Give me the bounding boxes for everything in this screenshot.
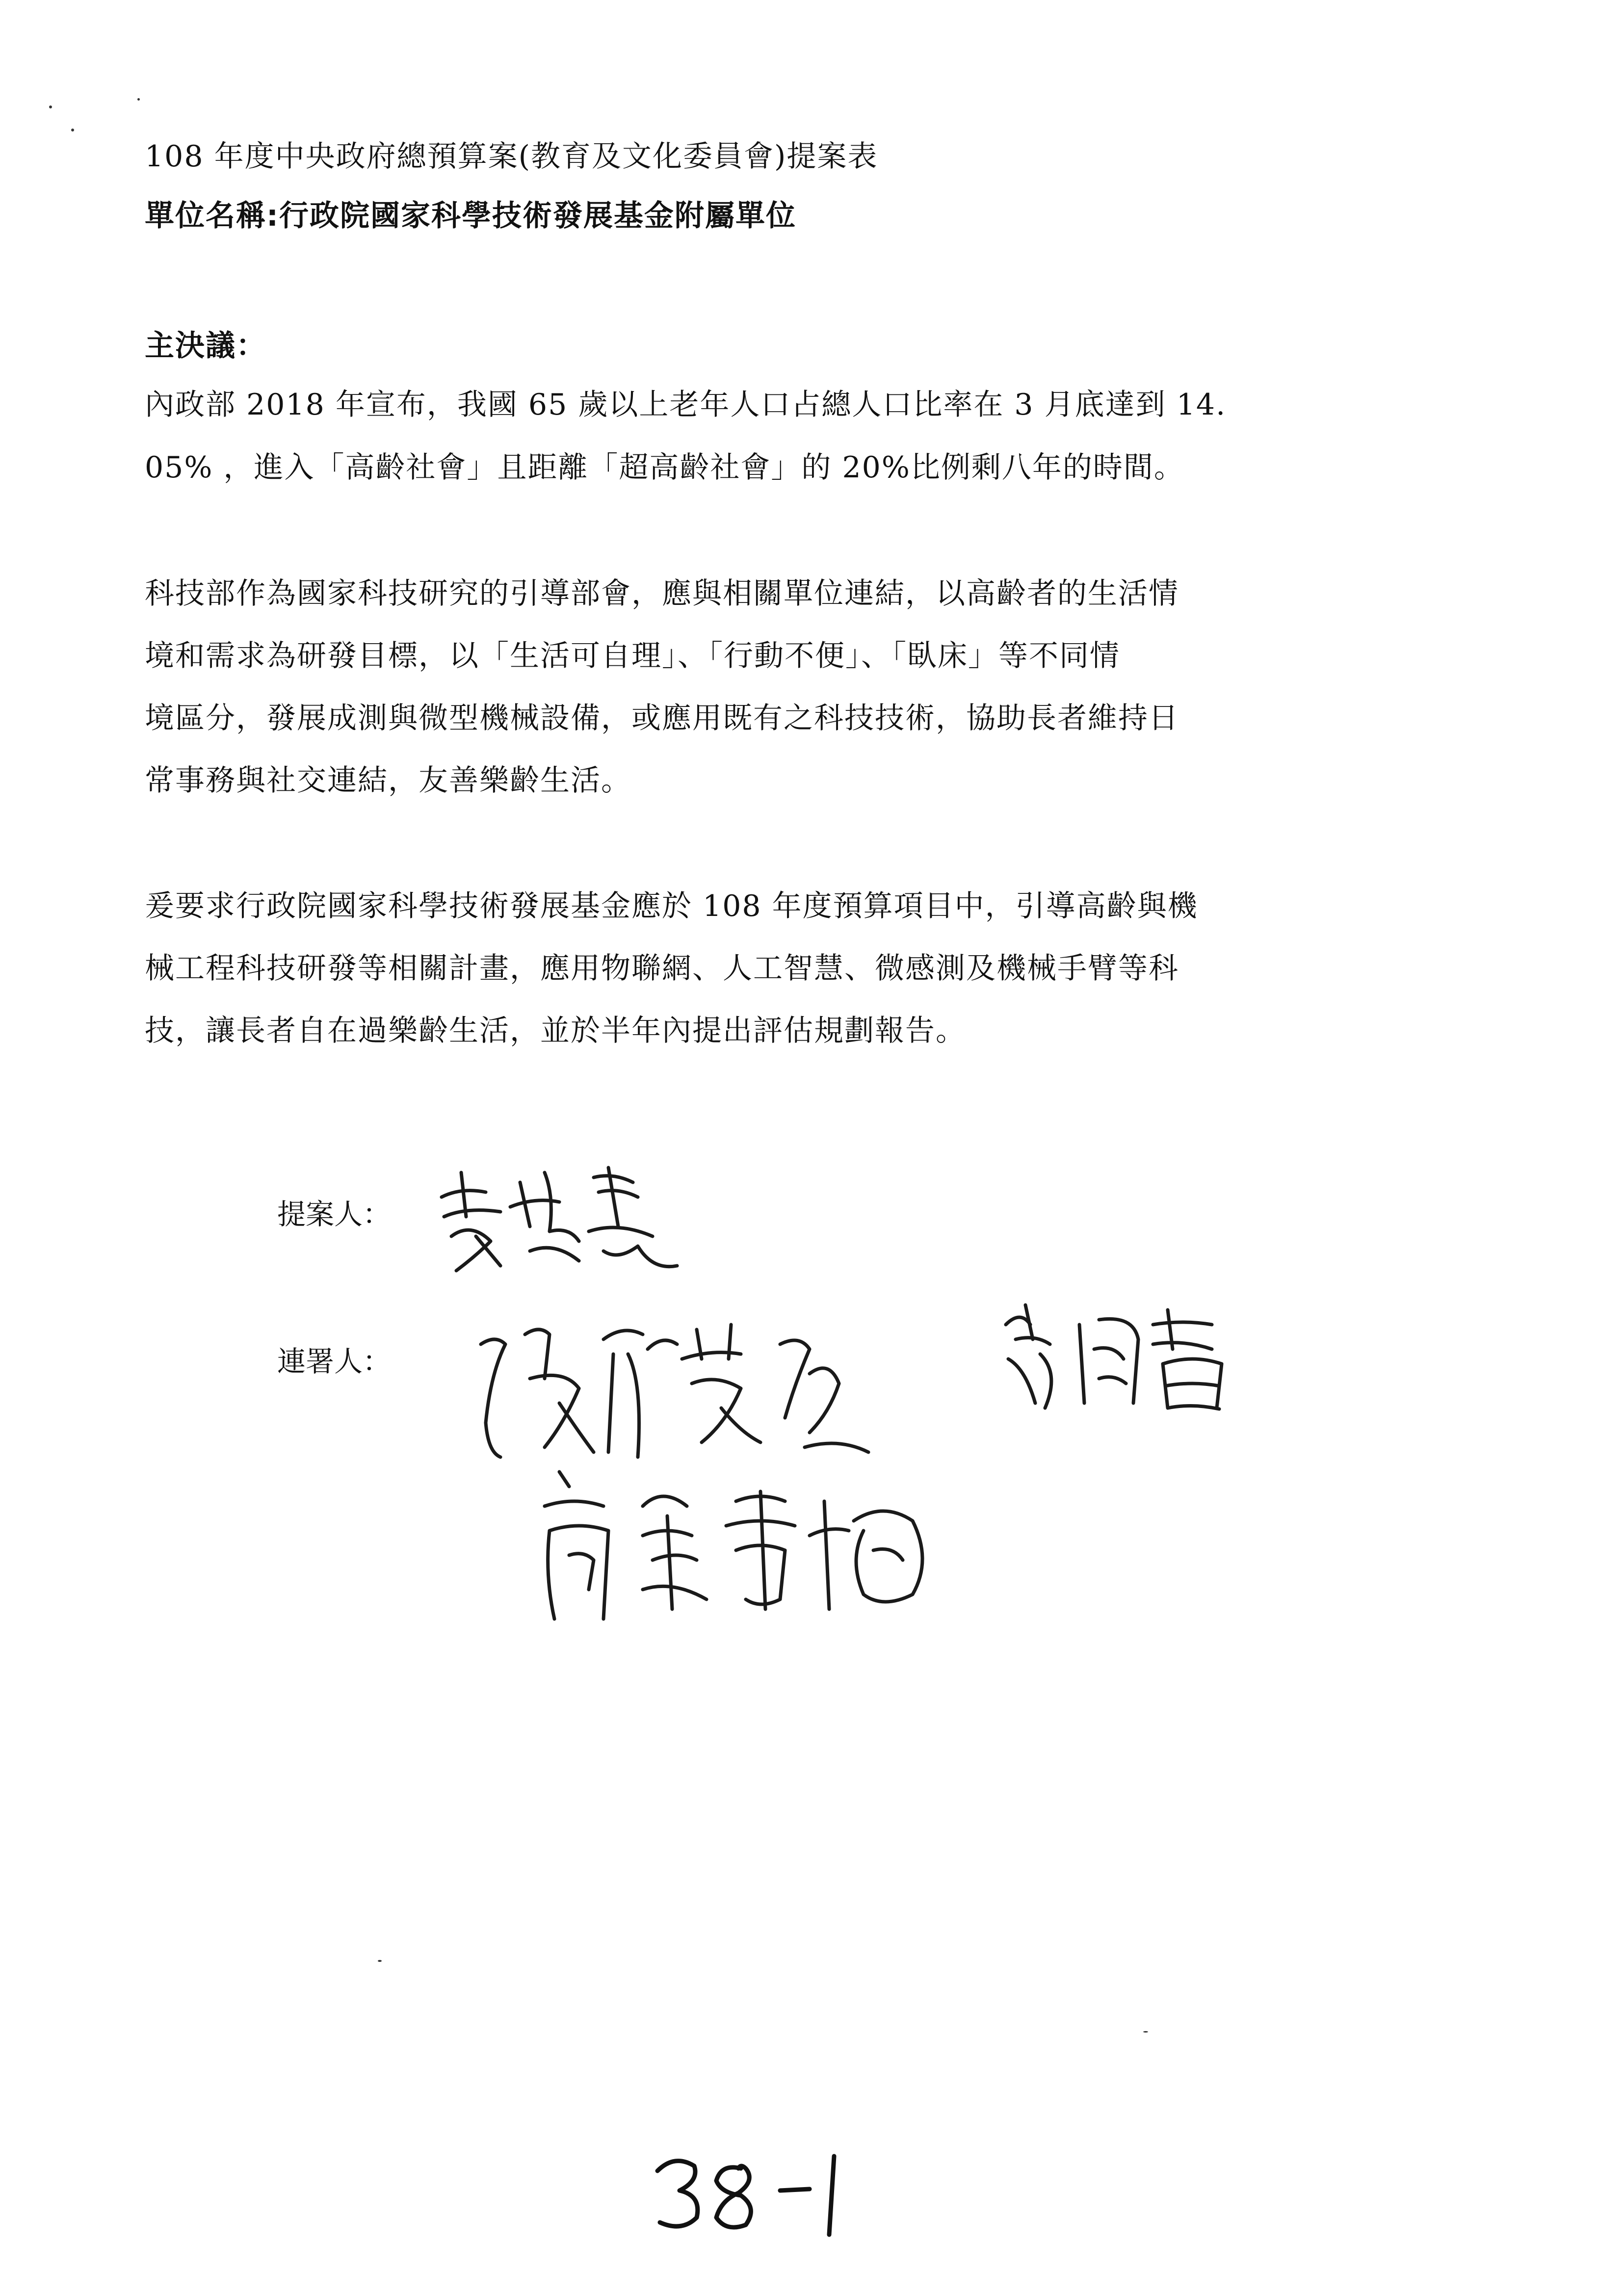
document-title: 108 年度中央政府總預算案(教育及文化委員會)提案表 — [145, 139, 878, 174]
cosigner-signature-2 — [996, 1295, 1271, 1423]
paragraph-2-line-4: 常事務與社交連結，友善樂齡生活。 — [145, 763, 631, 798]
scan-speck — [1143, 2031, 1148, 2033]
page-number — [648, 2144, 854, 2242]
proposer-label: 提案人： — [277, 1198, 392, 1231]
paragraph-3-line-1: 爰要求行政院國家科學技術發展基金應於 108 年度預算項目中，引導高齡與機 — [145, 889, 1198, 923]
scan-speck — [49, 105, 52, 108]
proposer-signature — [432, 1163, 707, 1280]
cosigner-label: 連署人： — [277, 1345, 392, 1378]
scan-speck — [71, 129, 74, 131]
paragraph-3-line-3: 技，讓長者自在過樂齡生活，並於半年內提出評估規劃報告。 — [145, 1014, 966, 1048]
cosigner-signature-1 — [466, 1305, 957, 1467]
paragraph-1-line-2: 05% ，進入「高齡社會」且距離「超高齡社會」的 20%比例剩八年的時間。 — [145, 450, 1184, 485]
paragraph-3-line-2: 械工程科技研發等相關計畫，應用物聯網、人工智慧、微感測及機械手臂等科 — [145, 951, 1179, 986]
paragraph-2-line-2: 境和需求為研發目標，以「生活可自理」、「行動不便」、「臥床」等不同情 — [145, 639, 1120, 673]
resolution-heading: 主決議： — [145, 329, 266, 363]
unit-name: 單位名稱:行政院國家科學技術發展基金附屬單位 — [145, 199, 796, 233]
paragraph-2-line-1: 科技部作為國家科技研究的引導部會，應與相關單位連結，以高齡者的生活情 — [145, 576, 1179, 611]
scan-speck — [137, 98, 140, 101]
cosigner-signature-3 — [530, 1462, 971, 1629]
scan-speck — [378, 1960, 382, 1962]
paragraph-2-line-3: 境區分，發展成測與微型機械設備，或應用既有之科技技術，協助長者維持日 — [145, 701, 1179, 735]
paragraph-1-line-1: 內政部 2018 年宣布，我國 65 歲以上老年人口占總人口比率在 3 月底達到 14. — [145, 388, 1227, 422]
